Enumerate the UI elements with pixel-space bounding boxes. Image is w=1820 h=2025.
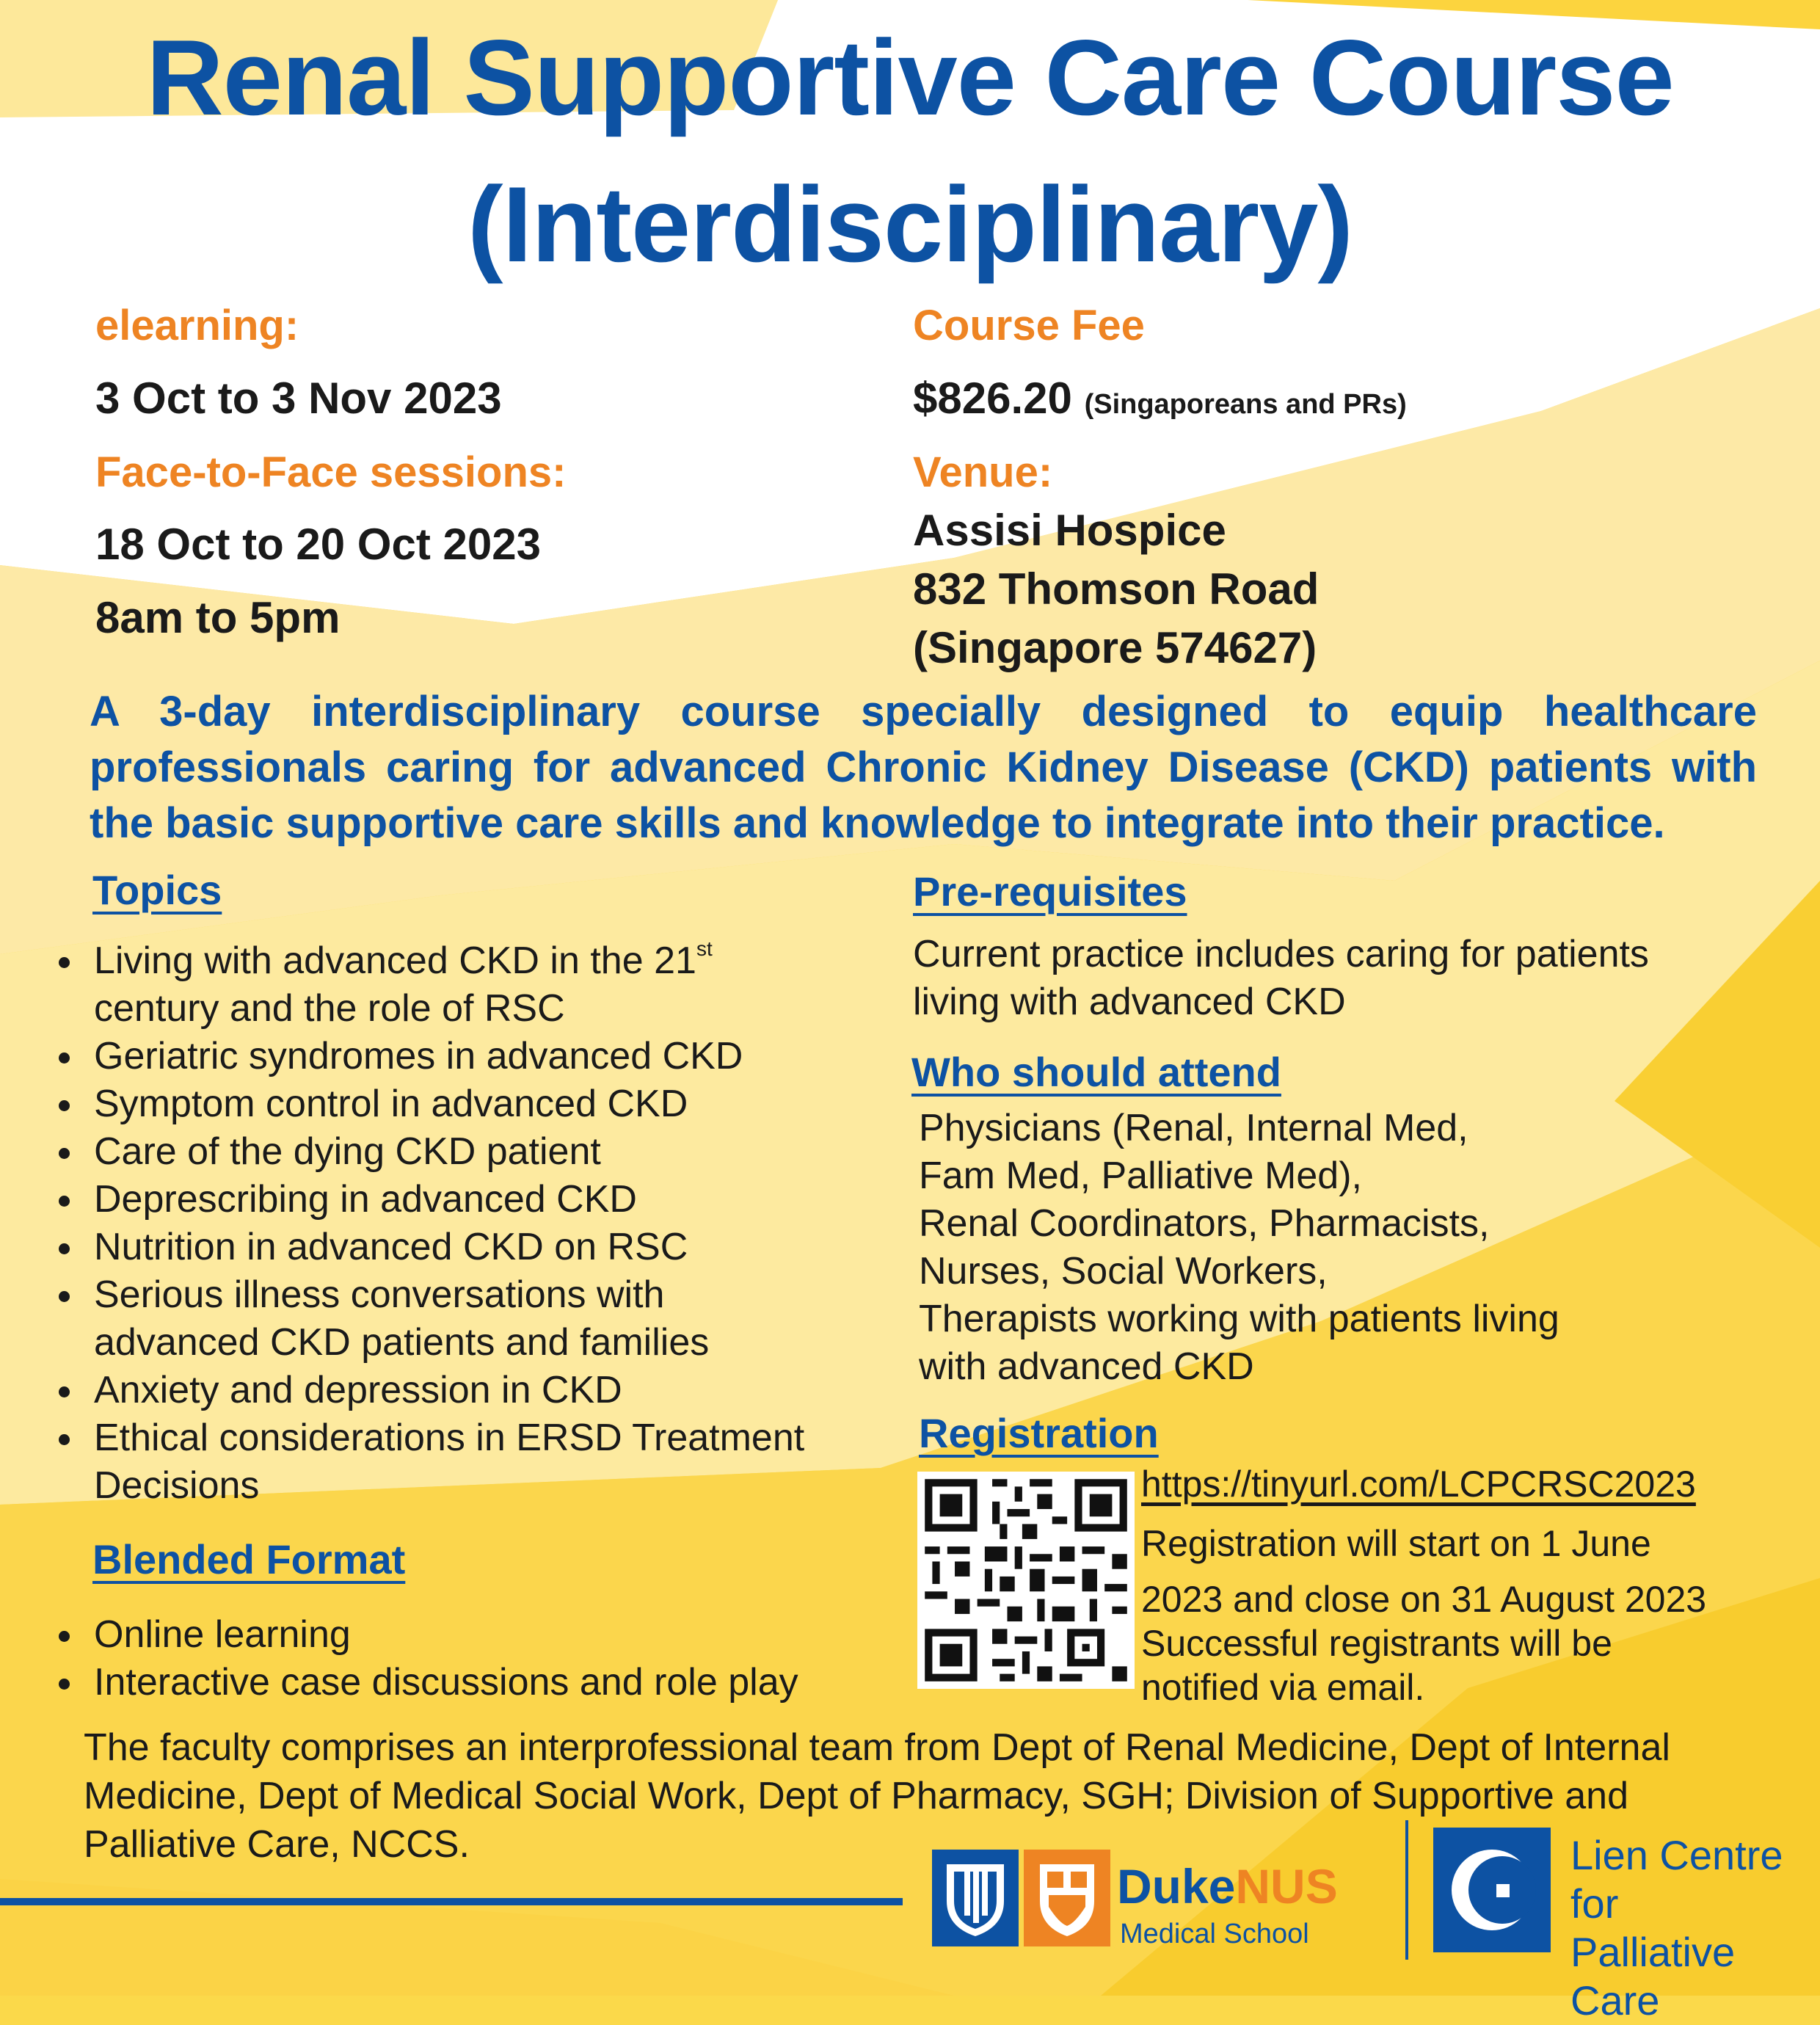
registration-heading: Registration: [919, 1410, 1159, 1456]
elearning-label: elearning:: [95, 302, 299, 349]
page-title: Renal Supportive Care Course: [146, 18, 1674, 137]
fee-label: Course Fee: [913, 302, 1145, 349]
duke-word: Duke: [1117, 1859, 1236, 1913]
format-item: Interactive case discussions and role play: [56, 1659, 878, 1706]
topic-item: Nutrition in advanced CKD on RSC: [56, 1224, 878, 1271]
nus-word: NUS: [1235, 1859, 1338, 1913]
topic-item: Anxiety and depression in CKD: [56, 1367, 878, 1414]
format-item: Online learning: [56, 1611, 878, 1659]
venue-line1: Assisi Hospice: [913, 506, 1226, 555]
fee-amount: [913, 373, 1407, 423]
prereq-heading: Pre-requisites: [913, 868, 1187, 915]
format-list: [56, 1611, 878, 1706]
duke-nus-subtitle: Medical School: [1120, 1919, 1309, 1949]
duke-nus-wordmark: [1117, 1858, 1338, 1914]
course-intro: A 3-day interdisciplinary course specially designed to equip healthcare professionals caring for advanced Chronic Kidney Disease (CKD) patients with the basic supportive care skills and knowledge to integrate into their practice.: [90, 688, 1757, 847]
topic-text-cont: century and the role of RSC: [94, 987, 565, 1030]
page-subtitle: (Interdisciplinary): [467, 164, 1353, 284]
topic-item: [56, 937, 878, 1033]
topic-item: Serious illness conversations with advanced CKD patients and families: [56, 1271, 754, 1367]
topic-item: Symptom control in advanced CKD: [56, 1080, 878, 1128]
topic-text: Living with advanced CKD in the 21: [94, 939, 696, 982]
format-heading: Blended Format: [92, 1536, 406, 1582]
registration-line2: 2023 and close on 31 August 2023: [1141, 1579, 1707, 1620]
attend-line: Physicians (Renal, Internal Med,: [919, 1107, 1468, 1149]
lien-centre-logo-icon: [1433, 1828, 1551, 1952]
attend-line: Therapists working with patients living: [919, 1298, 1559, 1340]
divider-rule: [0, 1898, 903, 1905]
topics-heading: Topics: [92, 867, 222, 913]
attend-list: [919, 1105, 1763, 1391]
venue-line2: 832 Thomson Road: [913, 564, 1320, 614]
attend-line: Fam Med, Palliative Med),: [919, 1155, 1362, 1197]
elearning-dates: 3 Oct to 3 Nov 2023: [95, 374, 502, 423]
registration-line3: Successful registrants will be: [1141, 1623, 1612, 1664]
prereq-text: Current practice includes caring for patients living with advanced CKD: [913, 933, 1649, 1023]
venue-label: Venue:: [913, 448, 1053, 496]
duke-shield-logo-icon: [932, 1850, 1019, 1946]
attend-line: with advanced CKD: [919, 1345, 1254, 1388]
lien-centre-name: [1570, 1831, 1820, 2025]
registration-line1: Registration will start on 1 June: [1141, 1523, 1651, 1564]
topics-list-container: [56, 937, 878, 1510]
nus-crest-logo-icon: [1024, 1850, 1110, 1946]
attend-line: Nurses, Social Workers,: [919, 1250, 1328, 1293]
topic-item: Care of the dying CKD patient: [56, 1128, 878, 1176]
topic-item: Geriatric syndromes in advanced CKD: [56, 1033, 878, 1080]
topics-list: [56, 937, 878, 1510]
lien-name-line2: Palliative Care: [1570, 1929, 1736, 2024]
topic-item: Ethical considerations in ERSD Treatment Decisions: [56, 1414, 901, 1510]
topic-item: Deprescribing in advanced CKD: [56, 1176, 878, 1224]
f2f-label: Face-to-Face sessions:: [95, 448, 567, 496]
registration-line4: notified via email.: [1141, 1667, 1425, 1708]
f2f-time: 8am to 5pm: [95, 593, 341, 642]
fee-amount-value: $826.20: [913, 374, 1072, 423]
attend-line: Renal Coordinators, Pharmacists,: [919, 1202, 1490, 1245]
logo-divider: [1405, 1820, 1408, 1960]
venue-line3: (Singapore 574627): [913, 623, 1317, 672]
lien-name-line1: Lien Centre for: [1570, 1832, 1783, 1927]
format-list-container: [56, 1611, 878, 1706]
faculty-note: The faculty comprises an interprofessional team from Dept of Renal Medicine, Dept of Internal Medicine, Dept of Medical Social Work, Dept of Pharmacy, SGH; Division of Supportive and Palliative Care, NCCS.: [84, 1726, 1670, 1866]
attend-heading: Who should attend: [911, 1049, 1281, 1095]
topic-superscript: st: [696, 937, 713, 960]
qr-code-icon[interactable]: [917, 1472, 1135, 1689]
registration-link[interactable]: https://tinyurl.com/LCPCRSC2023: [1141, 1464, 1696, 1505]
f2f-dates: 18 Oct to 20 Oct 2023: [95, 520, 541, 569]
fee-note: (Singaporeans and PRs): [1084, 389, 1407, 420]
